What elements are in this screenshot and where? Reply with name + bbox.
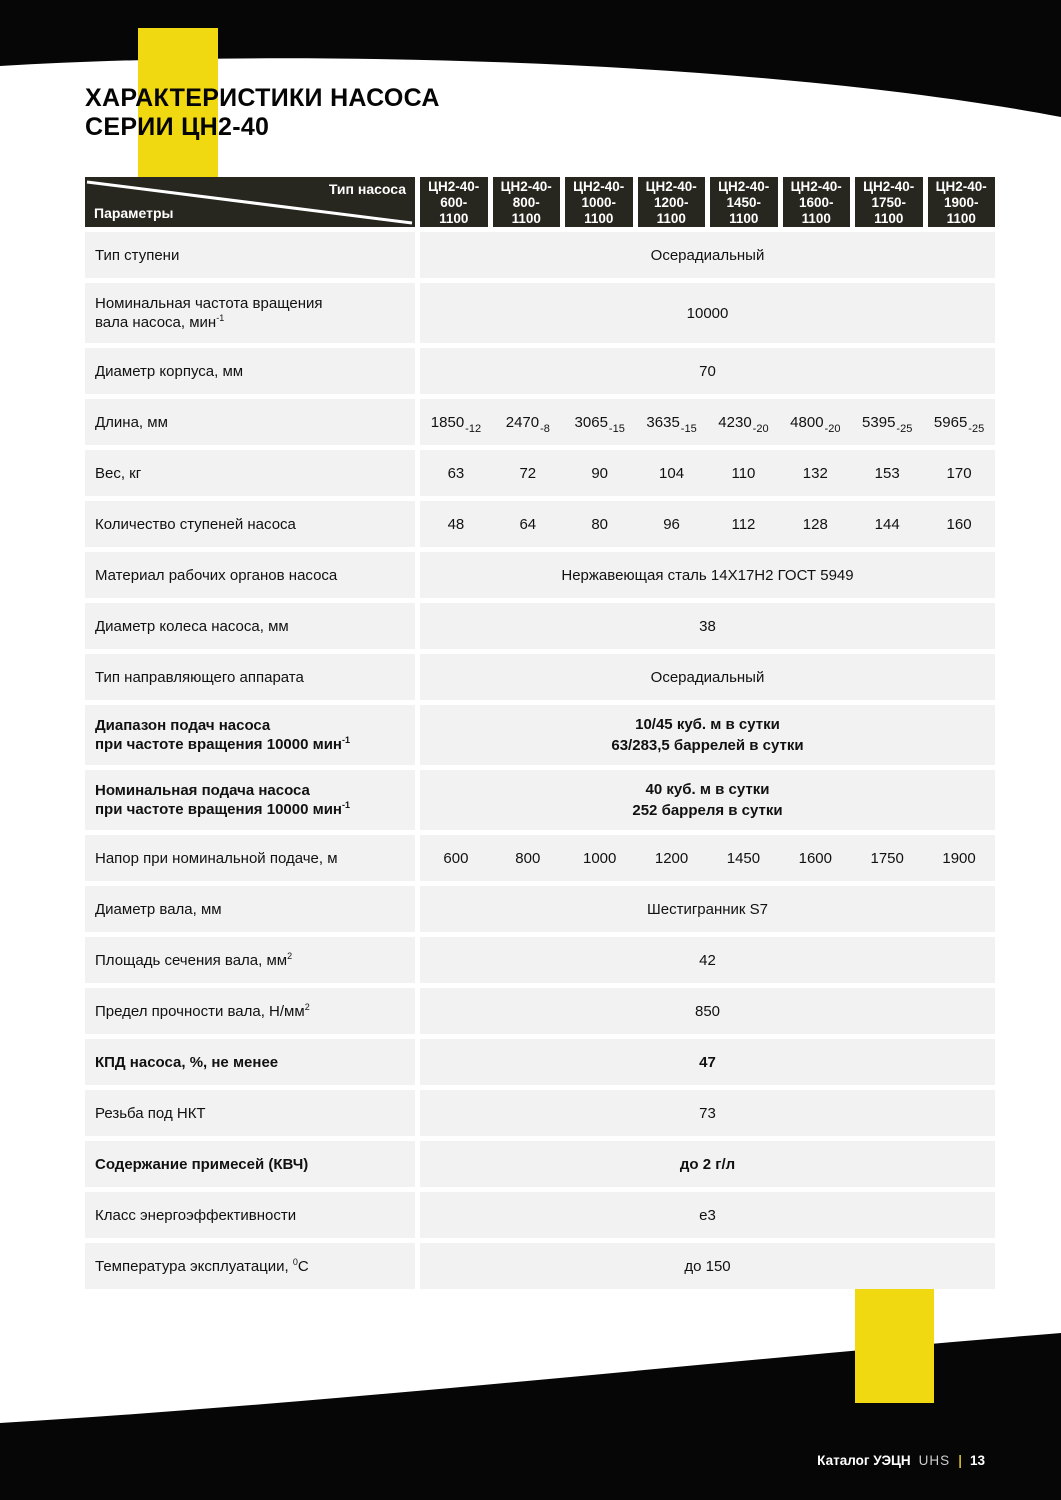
table-row-stage-count [85, 501, 995, 547]
row-value-cell: 90 [591, 464, 609, 482]
row-value-cell: $1850_{-12}$ [430, 413, 482, 435]
table-row-shaft-diameter [85, 886, 995, 932]
row-value-cell: $5965_{-25}$ [933, 413, 985, 435]
table-row-working-parts-material [85, 552, 995, 598]
table-row-shaft-strength-limit [85, 988, 995, 1034]
footer-page-number: 13 [969, 1453, 985, 1468]
row-value: до 2 г/л [420, 1141, 995, 1187]
row-value-cell: 63 [447, 464, 465, 482]
row-label: Материал рабочих органов насоса [85, 552, 415, 598]
table-row-pump-efficiency [85, 1039, 995, 1085]
row-label: Диаметр вала, мм [85, 886, 415, 932]
column-header: ЦН2-40- 800- 1100 [493, 177, 561, 227]
row-value-cell: 48 [447, 515, 465, 533]
row-value: 42 [420, 937, 995, 983]
table-row-nominal-rotation-frequency [85, 283, 995, 343]
column-header: ЦН2-40- 1750- 1100 [855, 177, 923, 227]
page-title-line1: ХАРАКТЕРИСТИКИ НАСОСА [85, 84, 440, 112]
row-label: Номинальная частота вращения вала насоса, мин$^{-1}$ [85, 283, 415, 343]
row-value: Осерадиальный [420, 654, 995, 700]
row-label: Тип направляющего аппарата [85, 654, 415, 700]
row-label: Номинальная подача насоса при частоте вращения 10000 мин$^{-1}$ [85, 770, 415, 830]
column-headers [420, 177, 995, 227]
footer-separator: | [958, 1453, 962, 1468]
row-value-cell: 170 [946, 464, 972, 482]
row-values [420, 501, 995, 547]
row-label: Длина, мм [85, 399, 415, 445]
page-footer [817, 1453, 985, 1468]
table-body [85, 232, 995, 1289]
row-value-cell: 104 [659, 464, 685, 482]
pump-characteristics-table [85, 177, 995, 1294]
column-header: ЦН2-40- 1450- 1100 [710, 177, 778, 227]
row-label: Диапазон подач насоса при частоте вращения 10000 мин$^{-1}$ [85, 705, 415, 765]
row-value: Шестигранник S7 [420, 886, 995, 932]
row-value-cell: $3635_{-15}$ [646, 413, 697, 435]
footer-brand: UHS [918, 1453, 951, 1468]
row-label: Вес, кг [85, 450, 415, 496]
row-value-cell: 72 [519, 464, 537, 482]
row-value-cell: 144 [874, 515, 900, 533]
row-value-cell: 80 [591, 515, 609, 533]
table-row-housing-diameter [85, 348, 995, 394]
row-value-cell: $5395_{-25}$ [862, 413, 913, 435]
column-header: ЦН2-40- 600- 1100 [420, 177, 488, 227]
row-value: 850 [420, 988, 995, 1034]
row-label: Температура эксплуатации, $^0$С [85, 1243, 415, 1289]
page-title-line2: СЕРИИ ЦН2-40 [85, 113, 270, 141]
row-label: Предел прочности вала, $Н/мм^2$ [85, 988, 415, 1034]
row-values [420, 450, 995, 496]
page-title [85, 84, 440, 142]
row-value: до 150 [420, 1243, 995, 1289]
row-label: Напор при номинальной подаче, м [85, 835, 415, 881]
row-value: 10000 [420, 283, 995, 343]
table-row-operating-temperature [85, 1243, 995, 1289]
table-row-shaft-section-area [85, 937, 995, 983]
table-row-head-at-nominal-flow [85, 835, 995, 881]
table-row-stage-type [85, 232, 995, 278]
row-value-cell: 1600 [798, 849, 832, 867]
row-value: 10/45 куб. м в сутки 63/283,5 баррелей в сутки [420, 705, 995, 765]
table-header-row [85, 177, 995, 227]
row-label: Диаметр колеса насоса, мм [85, 603, 415, 649]
row-value-cell: 132 [802, 464, 828, 482]
column-header: ЦН2-40- 1000- 1100 [565, 177, 633, 227]
row-values [420, 399, 995, 445]
table-row-impurities-content [85, 1141, 995, 1187]
row-label: Тип ступени [85, 232, 415, 278]
table-row-tubing-thread [85, 1090, 995, 1136]
row-value-cell: 1450 [726, 849, 761, 867]
row-value: 40 куб. м в сутки 252 барреля в сутки [420, 770, 995, 830]
column-header: ЦН2-40- 1200- 1100 [638, 177, 706, 227]
row-value: 70 [420, 348, 995, 394]
row-label: Диаметр корпуса, мм [85, 348, 415, 394]
row-value-cell: $3065_{-15}$ [574, 413, 625, 435]
row-values [420, 835, 995, 881]
row-value: Нержавеющая сталь 14Х17Н2 ГОСТ 5949 [420, 552, 995, 598]
row-value-cell: 600 [443, 849, 469, 867]
row-value-cell: 128 [802, 515, 828, 533]
row-label: Количество ступеней насоса [85, 501, 415, 547]
row-label: Резьба под НКТ [85, 1090, 415, 1136]
row-value-cell: 1900 [942, 849, 976, 867]
row-value-cell: $4230_{-20}$ [718, 413, 769, 435]
row-value-cell: 153 [874, 464, 900, 482]
table-row-impeller-diameter [85, 603, 995, 649]
row-label: Содержание примесей (КВЧ) [85, 1141, 415, 1187]
row-label: Площадь сечения вала, $мм^2$ [85, 937, 415, 983]
row-value: 73 [420, 1090, 995, 1136]
row-value: е3 [420, 1192, 995, 1238]
row-value-cell: 1000 [583, 849, 617, 867]
table-row-nominal-flow [85, 770, 995, 830]
table-row-weight [85, 450, 995, 496]
table-row-energy-efficiency-class [85, 1192, 995, 1238]
row-value: Осерадиальный [420, 232, 995, 278]
row-value-cell: 110 [731, 464, 756, 482]
table-row-diffuser-type [85, 654, 995, 700]
row-value-cell: 64 [519, 515, 537, 533]
row-value: 38 [420, 603, 995, 649]
row-value-cell: $2470_{-8}$ [505, 413, 550, 435]
column-header: ЦН2-40- 1900- 1100 [928, 177, 996, 227]
row-value-cell: 112 [731, 515, 756, 533]
table-corner-cell [85, 177, 415, 227]
row-value: 47 [420, 1039, 995, 1085]
row-label: Класс энергоэффективности [85, 1192, 415, 1238]
row-value-cell: 160 [946, 515, 972, 533]
footer-catalog-label: Каталог УЭЦН [817, 1453, 911, 1468]
table-row-flow-range [85, 705, 995, 765]
row-value-cell: 96 [663, 515, 680, 533]
row-value-cell: 800 [515, 849, 541, 867]
table-row-length [85, 399, 995, 445]
row-value-cell: 1200 [654, 849, 689, 867]
corner-label-pump-type: Тип насоса [328, 181, 406, 197]
bottom-yellow-bar [855, 1289, 934, 1403]
column-header: ЦН2-40- 1600- 1100 [783, 177, 851, 227]
row-value-cell: $4800_{-20}$ [790, 413, 841, 435]
row-value-cell: 1750 [870, 849, 904, 867]
corner-label-parameters: Параметры [94, 205, 174, 221]
row-label: КПД насоса, %, не менее [85, 1039, 415, 1085]
